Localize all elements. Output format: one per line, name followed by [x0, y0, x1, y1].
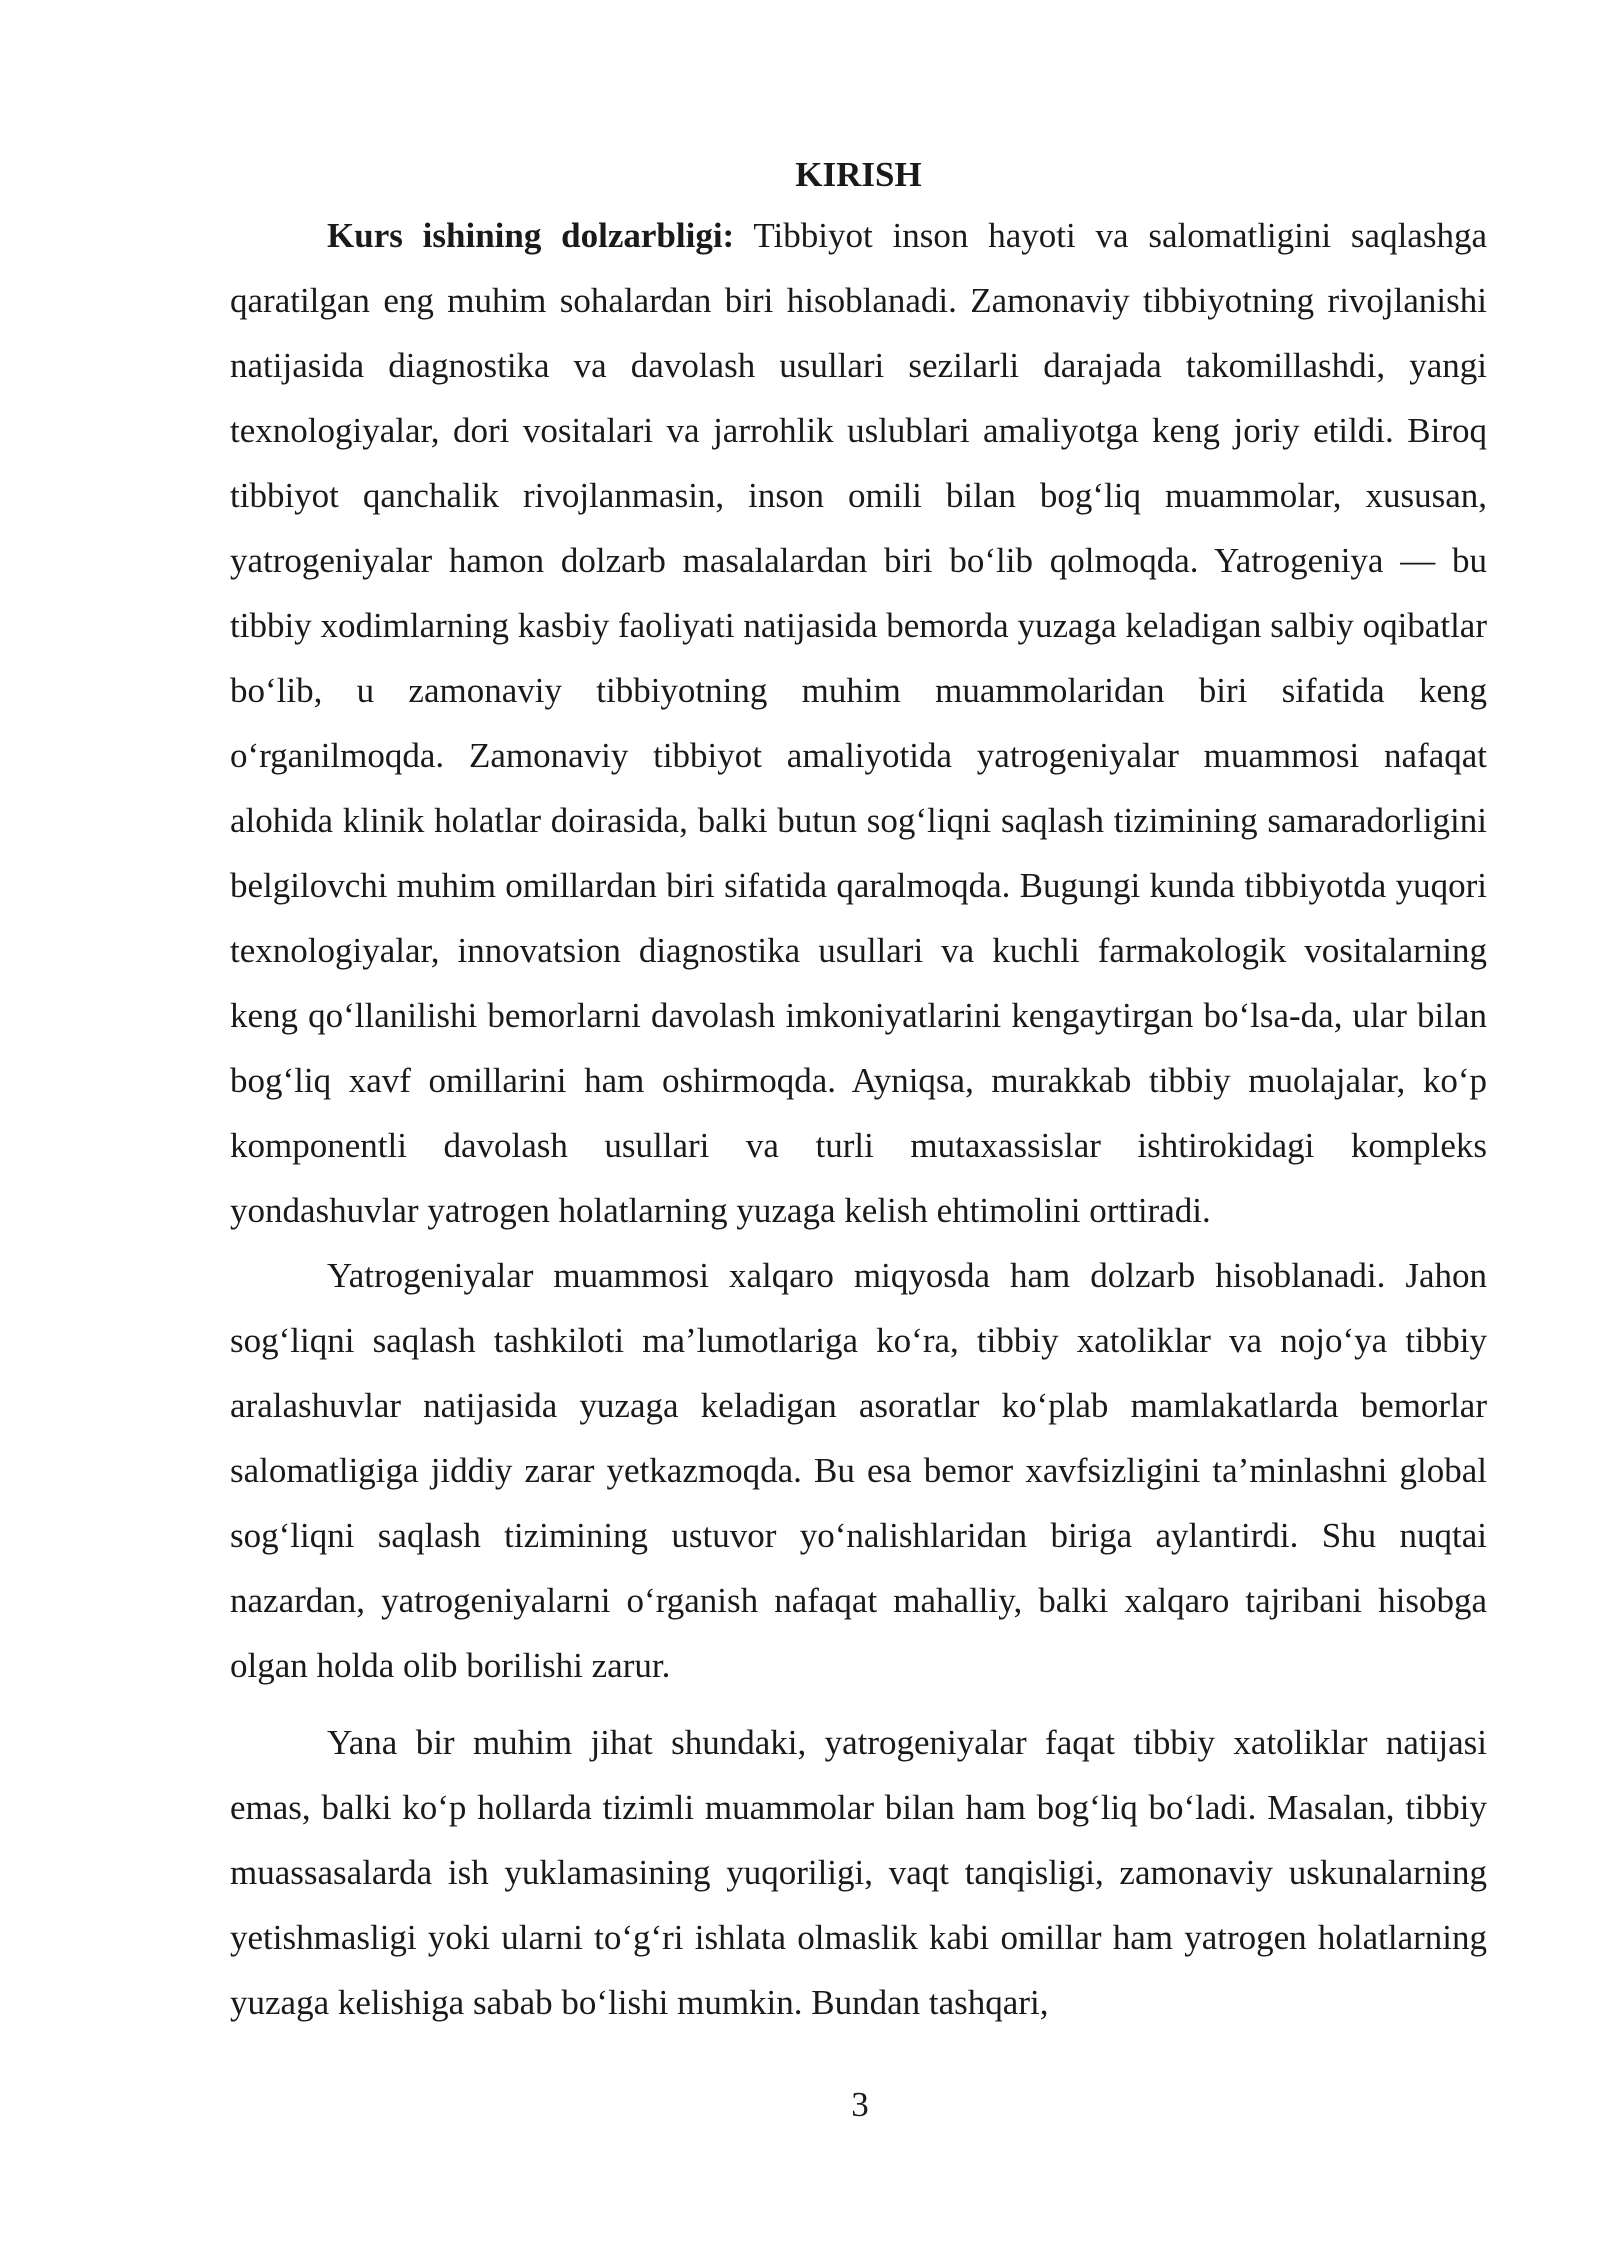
document-page — [230, 150, 1487, 2035]
paragraph-text: Yana bir muhim jihat shundaki, yatrogeniyalar faqat tibbiy xatoliklar natijasi emas, balki ko‘p hollarda tizimli muammolar bilan ham bog‘liq bo‘ladi. Masalan, tibbiy muassasalarda ish yuklamasining yuqoriligi, vaqt tanqisligi, zamonaviy uskunalarning yetishmasligi yoki ularni to‘g‘ri ishlata olmaslik kabi omillar ham yatrogen holatlarning yuzaga kelishiga sabab bo‘lishi mumkin. Bundan tashqari, — [230, 1723, 1487, 2022]
paragraph-systemic — [230, 1710, 1487, 2035]
paragraph-international — [230, 1243, 1487, 1698]
paragraph-lead: Kurs ishining dolzarbligi: — [327, 216, 735, 255]
section-title: KIRISH — [795, 155, 922, 194]
paragraph-text: Tibbiyot inson hayoti va salomatligini saqlashga qaratilgan eng muhim sohalardan biri hisoblanadi. Zamonaviy tibbiyotning rivojlanishi natijasida diagnostika va davolash usullari sezilarli darajada takomillashdi, yangi texnologiyalar, dori vositalari va jarrohlik uslublari amaliyotga keng joriy etildi. Biroq tibbiyot qanchalik rivojlanmasin, inson omili bilan bog‘liq muammolar, xususan, yatrogeniyalar hamon dolzarb masalalardan biri bo‘lib qolmoqda. Yatrogeniya — bu tibbiy xodimlarning kasbiy faoliyati natijasida bemorda yuzaga keladigan salbiy oqibatlar bo‘lib, u zamonaviy tibbiyotning muhim muammolaridan biri sifatida keng o‘rganilmoqda. Zamonaviy tibbiyot amaliyotida yatrogeniyalar muammosi nafaqat alohida klinik holatlar doirasida, balki butun sog‘liqni saqlash tizimining samaradorligini belgilovchi muhim omillardan biri sifatida qaralmoqda. Bugungi kunda tibbiyotda yuqori texnologiyalar, innovatsion diagnostika usullari va kuchli farmakologik vositalarning keng qo‘llanilishi bemorlarni davolash imkoniyatlarini kengaytirgan bo‘lsa-da, ular bilan bog‘liq xavf omillarini ham oshirmoqda. Ayniqsa, murakkab tibbiy muolajalar, ko‘p komponentli davolash usullari va turli mutaxassislar ishtirokidagi kompleks yondashuvlar yatrogen holatlarning yuzaga kelish ehtimolini orttiradi. — [230, 216, 1487, 1230]
paragraph-relevance — [230, 203, 1487, 1243]
paragraph-text: Yatrogeniyalar muammosi xalqaro miqyosda ham dolzarb hisoblanadi. Jahon sog‘liqni saqlash tashkiloti ma’lumotlariga ko‘ra, tibbiy xatoliklar va nojo‘ya tibbiy aralashuvlar natijasida yuzaga keladigan asoratlar ko‘plab mamlakatlarda bemorlar salomatligiga jiddiy zarar yetkazmoqda. Bu esa bemor xavfsizligini ta’minlashni global sog‘liqni saqlash tizimining ustuvor yo‘nalishlaridan biriga aylantirdi. Shu nuqtai nazardan, yatrogeniyalarni o‘rganish nafaqat mahalliy, balki xalqaro tajribani hisobga olgan holda olib borilishi zarur. — [230, 1256, 1487, 1685]
page-number: 3 — [851, 2085, 869, 2124]
